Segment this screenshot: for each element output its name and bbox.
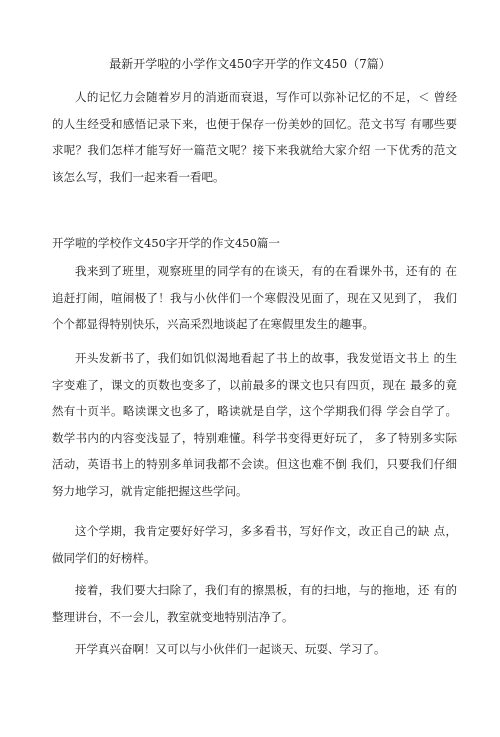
section-heading: 开学啦的学校作文450字开学的作文450篇一 [52, 236, 280, 250]
body-paragraph-5: 开学真兴奋啊！又可以与小伙伴们一起谈天、玩耍、学习了。 [75, 642, 386, 656]
body-paragraph-1: 我来到了班里，观察班里的同学有的在谈天，有的在看课外书，还有的 在追赶打闹，喧闹极了！我与小伙伴们一个寒假没见面了，现在又见到了， 我们个个都显得特别快乐，兴高采烈地谈起了在寒假里发生的趣事。 [52, 264, 457, 331]
body-paragraph-2: 开头发新书了，我们如饥似渴地看起了书上的故事，我发觉语文书上 的生字变难了，课文的页数也变多了，以前最多的课文也只有四页，现在 最多的竟然有十页半。略读课文也多了，略读就是自学，这个学期我们得 学会自学了。数学书内的内容变浅显了，特别难懂。科学书变得更好玩了， 多了特别多实际活动，英语书上的特别多单词我都不会读。但这也难不倒 我们，只要我们仔细努力地学习，就肯定能把握这些学问。 [52, 351, 457, 498]
body-paragraph-3: 这个学期，我肯定要好好学习，多多看书，写好作文，改正自己的缺 点，做同学们的好榜样。 [52, 524, 457, 565]
document-title: 最新开学啦的小学作文450字开学的作文450（7篇） [109, 57, 391, 71]
body-paragraph-4: 接着，我们要大扫除了，我们有的擦黑板，有的扫地，与的拖地，还 有的整理讲台，不一会儿，教室就变地特别洁净了。 [52, 583, 457, 624]
intro-paragraph: 人的记忆力会随着岁月的消逝而衰退，写作可以弥补记忆的不足，＜ 曾经的人生经受和感悟记录下来，也便于保存一份美妙的回忆。范文书写 有哪些要求呢？我们怎样才能写好一篇范文呢？接下来我就给大家介绍 一下优秀的范文该怎么写，我们一起来看一看吧。 [52, 90, 457, 184]
